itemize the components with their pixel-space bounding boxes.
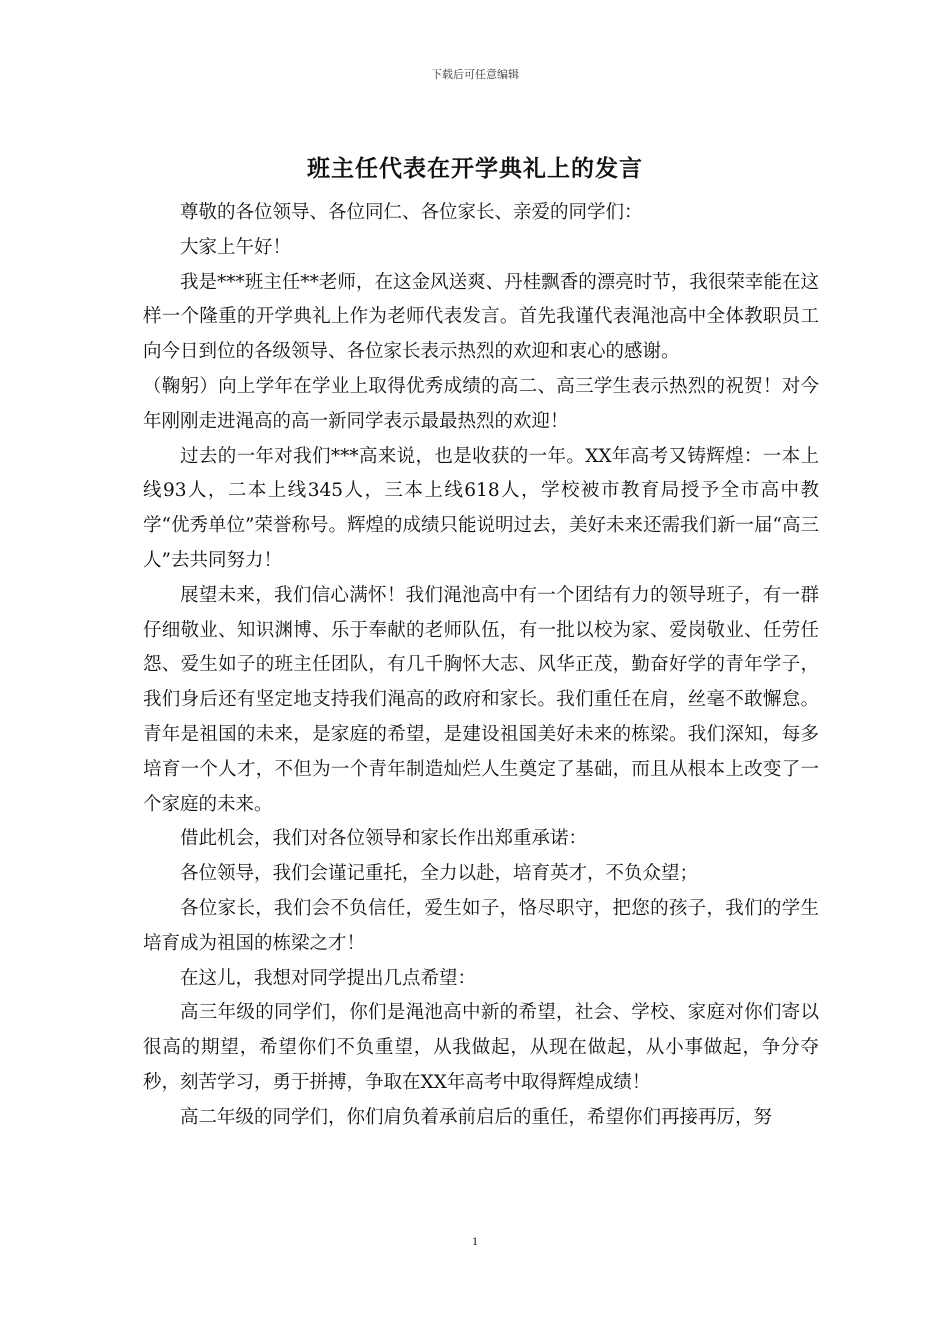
page-header-note: 下载后可任意编辑 bbox=[431, 68, 519, 81]
paragraph-past-year: 过去的一年对我们***高来说，也是收获的一年。XX年高考又铸辉煌：一本上线93人，二本上线345人，三本上线618人，学校被市教育局授予全市高中教学“优秀单位”荣誉称号。辉煌的成绩只能说明过去，美好未来还需我们新一届“高三人”去共同努力！ bbox=[143, 445, 819, 571]
document-body bbox=[143, 196, 819, 1136]
paragraph-salutation: 尊敬的各位领导、各位同仁、各位家长、亲爱的同学们： bbox=[180, 202, 643, 223]
paragraph-senior-three: 高三年级的同学们，你们是渑池高中新的希望，社会、学校、家庭对你们寄以很高的期望，希望你们不负重望，从我做起，从现在做起，从小事做起，争分夺秒，刻苦学习，勇于拼搏，争取在XX年高考中取得辉煌成绩！ bbox=[143, 1002, 819, 1093]
paragraph-promise-intro: 借此机会，我们对各位领导和家长作出郑重承诺： bbox=[180, 828, 588, 850]
paragraph-congratulations: （鞠躬）向上学年在学业上取得优秀成绩的高二、高三学生表示热烈的祝贺！对今年刚刚走进渑高的高一新同学表示最最热烈的欢迎！ bbox=[143, 375, 819, 432]
document-title: 班主任代表在开学典礼上的发言 bbox=[307, 156, 643, 182]
paragraph-senior-two: 高二年级的同学们，你们肩负着承前启后的重任，希望你们再接再厉，努 bbox=[180, 1106, 773, 1128]
paragraph-outlook: 展望未来，我们信心满怀！我们渑池高中有一个团结有力的领导班子，有一群仔细敬业、知识渊博、乐于奉献的老师队伍，有一批以校为家、爱岗敬业、任劳任怨、爱生如子的班主任团队，有几千胸怀大志、风华正茂，勤奋好学的青年学子，我们身后还有坚定地支持我们渑高的政府和家长。我们重任在肩，丝毫不敢懈怠。青年是祖国的未来，是家庭的希望，是建设祖国美好未来的栋梁。我们深知，每多培育一个人才，不但为一个青年制造灿烂人生奠定了基础，而且从根本上改变了一个家庭的未来。 bbox=[143, 584, 819, 815]
page-number: 1 bbox=[472, 1234, 478, 1248]
paragraph-introduction: 我是***班主任**老师，在这金风送爽、丹桂飘香的漂亮时节，我很荣幸能在这样一个隆重的开学典礼上作为老师代表发言。首先我谨代表渑池高中全体教职员工向今日到位的各级领导、各位家长表示热烈的欢迎和衷心的感谢。 bbox=[143, 271, 819, 363]
paragraph-promise-leaders: 各位领导，我们会谨记重托，全力以赴，培育英才，不负众望； bbox=[180, 863, 699, 885]
paragraph-promise-parents: 各位家长，我们会不负信任，爱生如子，恪尽职守，把您的孩子，我们的学生培育成为祖国的栋梁之才！ bbox=[143, 897, 819, 954]
paragraph-hopes-intro: 在这儿，我想对同学提出几点希望： bbox=[180, 967, 477, 989]
paragraph-greeting: 大家上午好！ bbox=[180, 236, 292, 258]
